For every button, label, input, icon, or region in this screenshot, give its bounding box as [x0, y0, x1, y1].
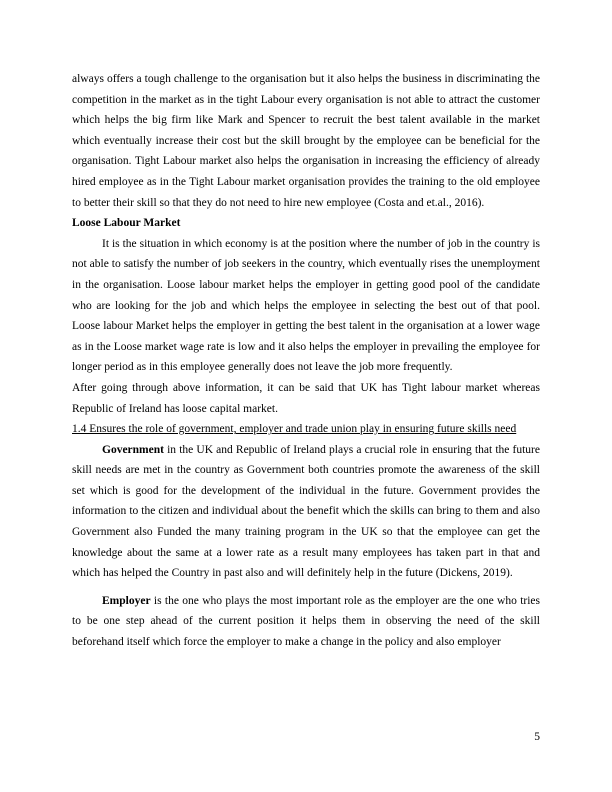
- section-1-4-heading: 1.4 Ensures the role of government, employer and trade union play in ensuring future skills need: [72, 423, 517, 436]
- employer-text: is the one who plays the most important role as the employer are the one who tries to be one step ahead of the current position it helps them in observing the need of the skill beforehand itself which force the employer to make a change in the policy and also employer: [72, 594, 540, 649]
- government-lead: Government: [102, 443, 164, 456]
- summary-paragraph: After going through above information, it can be said that UK has Tight labour market whereas Republic of Ireland has loose capital market.: [72, 381, 540, 415]
- loose-labour-market-heading: Loose Labour Market: [72, 217, 181, 230]
- government-text: in the UK and Republic of Ireland plays a crucial role in ensuring that the future skill needs are met in the country as Government both countries promote the awareness of the skill set which is good for the development of the individual in the future. Government provides the information to the citizen and individual about the benefit which the skills can bring to them and also Government also Funded the many training program in the UK so that the employee can get the knowledge about the same at a lower rate as a result many employees has taken part in that and which has helped the Country in past also and will definitely help in the future (Dickens, 2019).: [72, 443, 540, 580]
- government-paragraph: [72, 440, 540, 584]
- document-page: [72, 69, 540, 653]
- page-number: 5: [534, 731, 540, 743]
- loose-labour-market-paragraph: It is the situation in which economy is at the position where the number of job in the country is not able to satisfy the number of job seekers in the country, which eventually rises the unemployment in the organisation. Loose labour market helps the employer in getting good pool of the candidate who are looking for the job and which helps the employee in selecting the best out of that pool. Loose labour Market helps the employer in getting the best talent in the organisation at a lower wage as in the Loose market wage rate is low and it also helps the employer in prevailing the employee for longer period as in this employee generally does not leave the job more frequently.: [72, 237, 540, 374]
- employer-paragraph: [72, 591, 540, 653]
- employer-lead: Employer: [102, 594, 151, 607]
- continuation-paragraph: always offers a tough challenge to the organisation but it also helps the business in discriminating the competition in the market as in the tight Labour every organisation is not able to attract the customer which helps the big firm like Mark and Spencer to recruit the best talent available in the market which eventually increase their cost but the skill brought by the employee can be beneficial for the organisation. Tight Labour market also helps the organisation in increasing the efficiency of already hired employee as in the Tight Labour market organisation provides the training to the old employee to better their skill so that they do not need to hire new employee (Costa and et.al., 2016).: [72, 73, 540, 209]
